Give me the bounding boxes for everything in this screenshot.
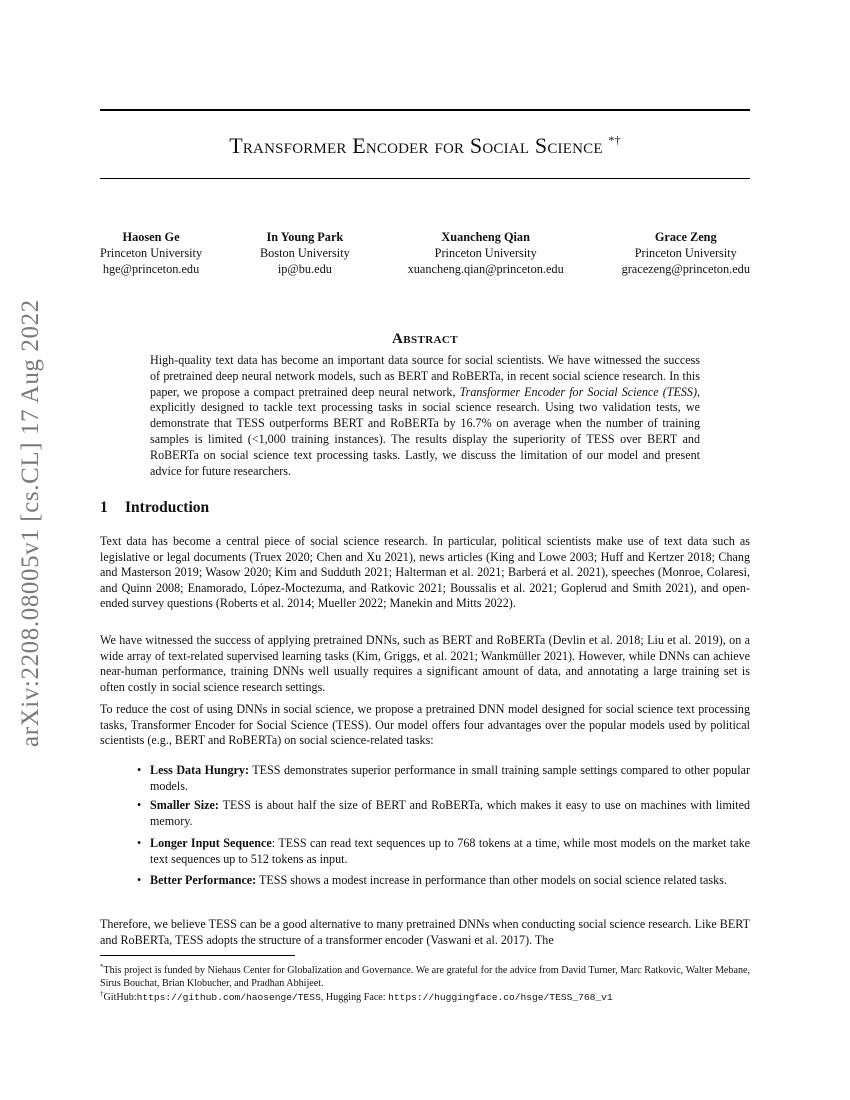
bullet-item xyxy=(137,763,750,794)
paper-title: Transformer Encoder for Social Science *† xyxy=(229,133,621,158)
footnote-mark: † xyxy=(100,990,104,998)
author-block xyxy=(622,229,750,277)
intro-paragraph: To reduce the cost of using DNNs in social science, we propose a pretrained DNN model designed for social science text processing tasks, Transformer Encoder for Social Science (TESS). Our model offers four advantages over the popular models used by political scientists (e.g., BERT and RoBERTa) on social science-related tasks: xyxy=(100,702,750,748)
title-bottom-rule xyxy=(100,178,750,179)
author-list xyxy=(100,229,750,277)
author-block xyxy=(260,229,350,277)
section-title: Introduction xyxy=(125,499,210,516)
author-block xyxy=(408,229,564,277)
author-name: Grace Zeng xyxy=(654,230,717,244)
arxiv-stamp: arXiv:2208.08005v1 [cs.CL] 17 Aug 2022 xyxy=(17,299,44,747)
author-name: Xuancheng Qian xyxy=(441,230,530,244)
footnote: †GitHub:https://github.com/haosenge/TESS, Hugging Face: https://huggingface.co/hsge/TESS_768_v1 xyxy=(100,990,613,1003)
footnote-rule xyxy=(100,955,295,956)
author-email: ip@bu.edu xyxy=(277,262,332,276)
author-email: xuancheng.qian@princeton.edu xyxy=(407,262,564,276)
model-name-italic: Transformer Encoder for Social Science (TESS) xyxy=(459,384,697,399)
author-affiliation: Boston University xyxy=(259,246,350,260)
author-email: hge@princeton.edu xyxy=(102,262,200,276)
huggingface-link[interactable]: https://huggingface.co/hsge/TESS_768_v1 xyxy=(388,992,613,1003)
author-email: gracezeng@princeton.edu xyxy=(621,262,750,276)
intro-paragraph: Therefore, we believe TESS can be a good alternative to many pretrained DNNs when conducting social science research. Like BERT and RoBERTa, TESS adopts the structure of a transformer encoder (Vaswani et al. 2017). The xyxy=(100,917,750,947)
section-number: 1 xyxy=(100,499,108,516)
title-footnote-marks: *† xyxy=(608,133,621,147)
bullet-icon: • xyxy=(137,798,142,812)
footnote-mark: * xyxy=(100,963,104,971)
bullet-icon: • xyxy=(137,763,142,777)
intro-paragraph: Text data has become a central piece of social science research. In particular, political scientists make use of text data such as legislative or legal documents (Truex 2020; Chen and Xu 2021), news articles (King and Lowe 2003; Huff and Kertzer 2018; Chang and Masterson 2019; Wasow 2020; Kim and Sudduth 2021; Halterman et al. 2021; Barberá et al. 2021), speeches (Monroe, Colaresi, and Quinn 2008; Enamorado, López-Moctezuma, and Ratkovic 2021; Boussalis et al. 2021; Goplerud and Smith 2021), and open-ended survey questions (Roberts et al. 2014; Mueller 2022; Manekin and Mitts 2022). xyxy=(100,534,750,611)
author-name: Haosen Ge xyxy=(122,230,180,244)
bullet-label: Less Data Hungry: xyxy=(150,763,249,777)
bullet-icon: • xyxy=(137,836,142,850)
bullet-label: Better Performance: xyxy=(150,873,257,887)
bullet-label: Smaller Size: xyxy=(150,798,219,812)
abstract-heading: Abstract xyxy=(392,331,458,347)
author-affiliation: Princeton University xyxy=(634,246,737,260)
bullet-label: Longer Input Sequence xyxy=(150,836,272,850)
bullet-icon: • xyxy=(137,873,142,887)
bullet-item xyxy=(137,836,750,867)
author-affiliation: Princeton University xyxy=(434,246,537,260)
intro-paragraph: We have witnessed the success of applying pretrained DNNs, such as BERT and RoBERTa (Devlin et al. 2018; Liu et al. 2019), on a wide array of text-related supervised learning tasks (Kim, Griggs, et al. 2021; Wankmüller 2021). However, while DNNs can achieve near-human performance, training DNNs well usually requires a significant amount of data, and annotating a large training set is often costly in social science research settings. xyxy=(100,633,750,694)
bullet-text: TESS demonstrates superior performance in small training sample settings compared to other popular models. xyxy=(150,763,750,793)
github-link[interactable]: https://github.com/haosenge/TESS xyxy=(136,992,321,1003)
title-top-rule xyxy=(100,109,750,111)
bullet-text: : TESS can read text sequences up to 768 tokens at a time, while most models on the market take text sequences up to 512 tokens as input. xyxy=(150,836,750,866)
author-block xyxy=(100,229,202,277)
bullet-text: TESS is about half the size of BERT and RoBERTa, which makes it easy to use on machines with limited memory. xyxy=(150,798,750,828)
section-heading xyxy=(100,499,209,517)
abstract-text: High-quality text data has become an important data source for social scientists. We have witnessed the success of pretrained deep neural network models, such as BERT and RoBERTa, in recent social science research. In this paper, we propose a compact pretrained deep neural network, Transformer Encoder for Social Science (TESS), explicitly designed to tackle text processing tasks in social science research. Using two validation tests, we demonstrate that TESS outperforms BERT and RoBERTa by 16.7% on average when the number of training samples is limited (<1,000 training instances). The results display the superiority of TESS over BERT and RoBERTa on social science text processing tasks. Lastly, we discuss the limitation of our model and present advice for future researchers. xyxy=(150,353,701,478)
bullet-item xyxy=(137,798,750,829)
footnote: *This project is funded by Niehaus Center for Globalization and Governance. We are grateful for the advice from David Turner, Marc Ratkovic, Walter Mebane, Sirus Bouchat, Brian Klobucher, and Pradhan Abhijeet. xyxy=(100,963,750,989)
bullet-text: TESS shows a modest increase in performance than other models on social science related tasks. xyxy=(256,873,727,887)
author-name: In Young Park xyxy=(266,230,344,244)
author-affiliation: Princeton University xyxy=(100,246,203,260)
bullet-item xyxy=(137,873,750,889)
